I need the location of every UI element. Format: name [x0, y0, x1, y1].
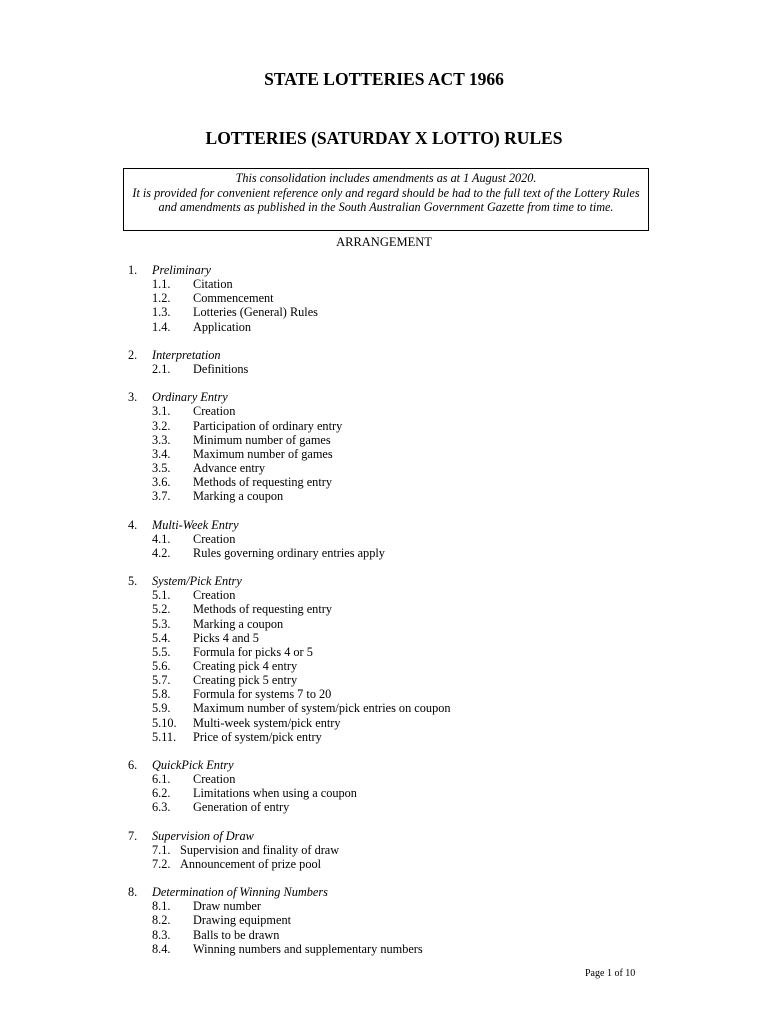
consolidation-notice: [123, 168, 649, 231]
toc-section: [128, 518, 688, 560]
section-title: Multi-Week Entry: [152, 517, 239, 532]
toc-subsection: [128, 701, 688, 715]
toc-section-heading: [128, 574, 688, 588]
section-number: 6.: [128, 757, 138, 772]
toc-subsection: [128, 461, 688, 475]
toc-subsection: [128, 291, 688, 305]
subsection-number: 6.2.: [152, 786, 171, 801]
subsection-title: Maximum number of system/pick entries on coupon: [193, 701, 451, 716]
section-number: 2.: [128, 347, 138, 362]
subsection-title: Citation: [193, 277, 233, 292]
toc-subsection: [128, 362, 688, 376]
subsection-number: 1.1.: [152, 277, 171, 292]
toc-subsection: [128, 546, 688, 560]
toc-section-heading: [128, 885, 688, 899]
section-number: 4.: [128, 517, 138, 532]
subsection-number: 8.2.: [152, 913, 171, 928]
toc-section-heading: [128, 518, 688, 532]
subsection-number: 8.3.: [152, 927, 171, 942]
subsection-number: 2.1.: [152, 361, 171, 376]
subsection-number: 8.4.: [152, 941, 171, 956]
subsection-title: Commencement: [193, 291, 274, 306]
table-of-contents: [128, 263, 688, 970]
toc-subsection: [128, 716, 688, 730]
section-title: System/Pick Entry: [152, 574, 242, 589]
subsection-title: Application: [193, 319, 252, 334]
subsection-title: Maximum number of games: [193, 446, 333, 461]
toc-section: [128, 390, 688, 503]
toc-subsection: [128, 942, 688, 956]
subsection-number: 5.9.: [152, 701, 171, 716]
toc-subsection: [128, 588, 688, 602]
toc-subsection: [128, 772, 688, 786]
section-title: Determination of Winning Numbers: [152, 885, 328, 900]
subsection-title: Methods of requesting entry: [193, 475, 332, 490]
toc-subsection: [128, 673, 688, 687]
toc-section-heading: [128, 390, 688, 404]
toc-subsection: [128, 433, 688, 447]
subsection-number: 5.3.: [152, 616, 171, 631]
section-number: 1.: [128, 263, 138, 277]
toc-section: [128, 263, 688, 334]
subsection-number: 7.2.: [152, 856, 171, 871]
toc-subsection: [128, 532, 688, 546]
subsection-title: Participation of ordinary entry: [193, 418, 343, 433]
toc-subsection: [128, 617, 688, 631]
toc-subsection: [128, 475, 688, 489]
subsection-number: 1.2.: [152, 291, 171, 306]
toc-section: [128, 348, 688, 376]
subsection-title: Formula for systems 7 to 20: [193, 687, 332, 702]
toc-section-heading: [128, 829, 688, 843]
subsection-number: 3.3.: [152, 432, 171, 447]
subsection-title: Picks 4 and 5: [193, 630, 259, 645]
subsection-title: Definitions: [193, 361, 249, 376]
subsection-title: Price of system/pick entry: [193, 729, 322, 744]
section-title: Preliminary: [152, 263, 211, 277]
subsection-title: Drawing equipment: [193, 913, 292, 928]
toc-section: [128, 758, 688, 815]
subsection-number: 3.5.: [152, 460, 171, 475]
subsection-number: 5.4.: [152, 630, 171, 645]
subsection-number: 5.8.: [152, 687, 171, 702]
toc-subsection: [128, 631, 688, 645]
subsection-number: 5.2.: [152, 602, 171, 617]
subsection-title: Marking a coupon: [193, 489, 284, 504]
section-number: 5.: [128, 574, 138, 589]
subsection-number: 5.1.: [152, 588, 171, 603]
subsection-title: Balls to be drawn: [193, 927, 280, 942]
toc-section-heading: [128, 758, 688, 772]
toc-subsection: [128, 404, 688, 418]
toc-subsection: [128, 277, 688, 291]
page-number: Page 1 of 10: [585, 968, 636, 979]
subsection-number: 5.6.: [152, 658, 171, 673]
subsection-title: Minimum number of games: [193, 432, 331, 447]
section-number: 7.: [128, 828, 138, 843]
subsection-title: Limitations when using a coupon: [193, 786, 357, 801]
subsection-title: Multi-week system/pick entry: [193, 715, 341, 730]
subsection-title: Formula for picks 4 or 5: [193, 644, 313, 659]
toc-section: [128, 574, 688, 744]
subsection-title: Announcement of prize pool: [180, 856, 322, 871]
section-title: Ordinary Entry: [152, 390, 228, 405]
subsection-title: Generation of entry: [193, 800, 290, 815]
subsection-number: 3.6.: [152, 475, 171, 490]
section-title: Supervision of Draw: [152, 828, 254, 843]
toc-subsection: [128, 659, 688, 673]
subsection-title: Creating pick 4 entry: [193, 658, 298, 673]
toc-section: [128, 885, 688, 956]
subsection-number: 4.2.: [152, 545, 171, 560]
subsection-number: 3.2.: [152, 418, 171, 433]
toc-section-heading: [128, 263, 688, 277]
subsection-title: Lotteries (General) Rules: [193, 305, 318, 320]
subsection-number: 3.7.: [152, 489, 171, 504]
toc-subsection: [128, 305, 688, 319]
subsection-title: Creation: [193, 531, 236, 546]
subsection-number: 5.5.: [152, 644, 171, 659]
toc-subsection: [128, 320, 688, 334]
toc-subsection: [128, 447, 688, 461]
subsection-number: 3.4.: [152, 446, 171, 461]
arrangement-heading: ARRANGEMENT: [336, 235, 432, 249]
toc-subsection: [128, 857, 688, 871]
subsection-title: Advance entry: [193, 460, 266, 475]
subsection-number: 5.11.: [152, 729, 177, 744]
section-title: Interpretation: [152, 347, 221, 362]
section-number: 3.: [128, 390, 138, 405]
section-title: QuickPick Entry: [152, 757, 234, 772]
notice-line-1: This consolidation includes amendments as at 1 August 2020.: [235, 171, 537, 185]
subsection-number: 6.1.: [152, 772, 171, 787]
toc-subsection: [128, 786, 688, 800]
subsection-number: 1.3.: [152, 305, 171, 320]
subsection-title: Methods of requesting entry: [193, 602, 332, 617]
subsection-title: Creation: [193, 404, 236, 419]
subsection-number: 7.1.: [152, 842, 171, 857]
toc-subsection: [128, 928, 688, 942]
subsection-title: Draw number: [193, 899, 261, 914]
subsection-title: Creation: [193, 588, 236, 603]
toc-subsection: [128, 645, 688, 659]
section-number: 8.: [128, 885, 138, 900]
rules-title: LOTTERIES (SATURDAY X LOTTO) RULES: [205, 128, 563, 148]
toc-subsection: [128, 913, 688, 927]
subsection-number: 5.7.: [152, 673, 171, 688]
notice-line-2: It is provided for convenient reference only and regard should be had to the full text of the Lottery Rules and amendments as published in the South Australian Government Gazette from time to time.: [132, 185, 640, 215]
toc-subsection: [128, 687, 688, 701]
toc-subsection: [128, 730, 688, 744]
toc-subsection: [128, 843, 688, 857]
toc-section-heading: [128, 348, 688, 362]
toc-subsection: [128, 899, 688, 913]
toc-section: [128, 829, 688, 871]
toc-subsection: [128, 602, 688, 616]
act-title: STATE LOTTERIES ACT 1966: [264, 69, 504, 89]
subsection-number: 4.1.: [152, 531, 171, 546]
toc-subsection: [128, 419, 688, 433]
subsection-number: 5.10.: [152, 715, 177, 730]
subsection-number: 3.1.: [152, 404, 171, 419]
subsection-title: Creating pick 5 entry: [193, 673, 298, 688]
subsection-title: Supervision and finality of draw: [180, 842, 340, 857]
subsection-number: 8.1.: [152, 899, 171, 914]
subsection-title: Rules governing ordinary entries apply: [193, 545, 385, 560]
subsection-title: Winning numbers and supplementary numbers: [193, 941, 423, 956]
subsection-title: Creation: [193, 772, 236, 787]
toc-subsection: [128, 489, 688, 503]
subsection-title: Marking a coupon: [193, 616, 284, 631]
subsection-number: 1.4.: [152, 319, 171, 334]
toc-subsection: [128, 800, 688, 814]
subsection-number: 6.3.: [152, 800, 171, 815]
